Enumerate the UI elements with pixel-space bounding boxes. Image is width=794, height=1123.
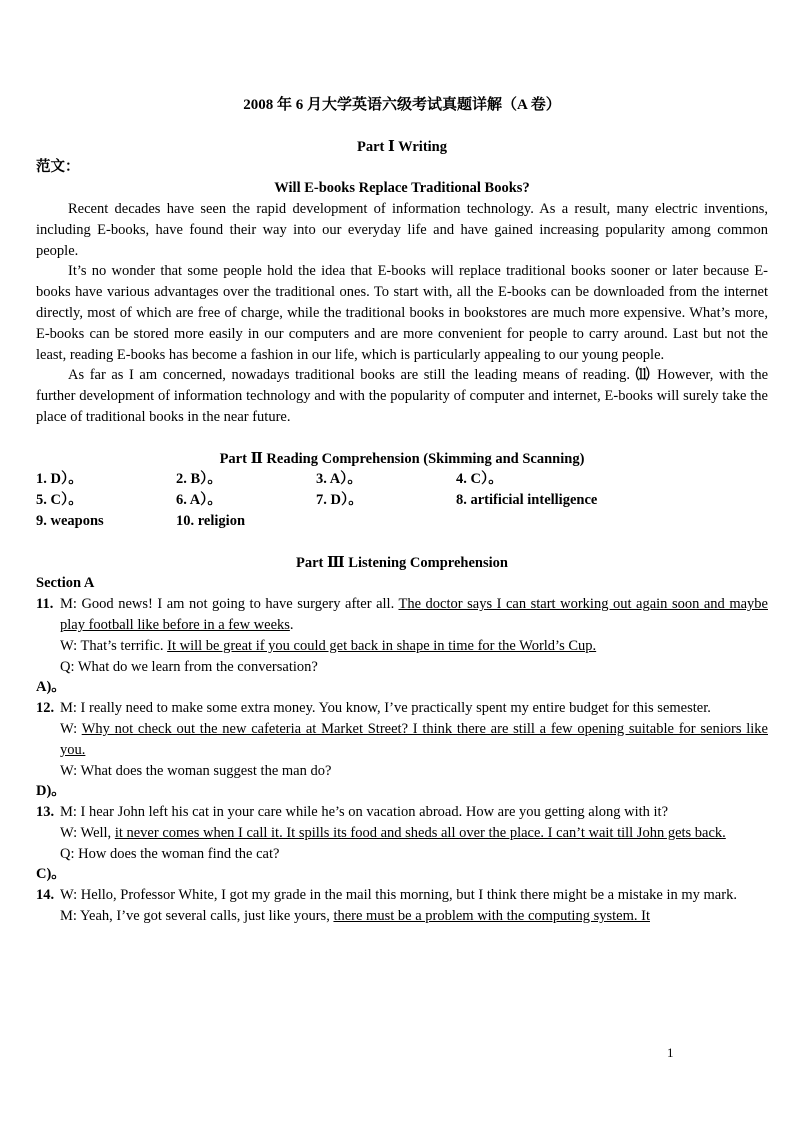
dialogue-text: M: Yeah, I’ve got several calls, just like yours, bbox=[60, 908, 334, 925]
dialogue-text: . bbox=[289, 616, 294, 633]
answer-item: 9. weapons bbox=[36, 512, 104, 529]
dialogue-text: W: bbox=[60, 720, 82, 737]
dialogue-text: W: That’s terrific. bbox=[60, 637, 168, 654]
question-13-woman bbox=[36, 823, 768, 844]
answer-item: 1. D）。 bbox=[36, 471, 83, 488]
essay-title: Will E-books Replace Traditional Books? bbox=[274, 180, 530, 197]
question-12-answer: D)。 bbox=[36, 783, 66, 800]
question-12-woman bbox=[36, 719, 768, 761]
page-number: 1 bbox=[667, 1045, 674, 1060]
question-number: 13. bbox=[36, 804, 55, 821]
sentence-mark: ⑾ bbox=[635, 367, 652, 384]
question-11-prompt: Q: What do we learn from the conversation? bbox=[60, 658, 318, 675]
essay-paragraph-1: Recent decades have seen the rapid development of information technology. As a result, many electric inventions, including E-books, have found their way into our everyday life and have gained increasing popularity among common people. bbox=[36, 200, 768, 259]
underlined-key-text: it never comes when I call it. It spills its food and sheds all over the place. I can’t wait till John gets back. bbox=[114, 824, 726, 841]
question-11-answer: A)。 bbox=[36, 679, 66, 696]
underlined-key-text: The doctor says I can start working out again soon and maybe play football like before in a few weeks bbox=[60, 596, 768, 633]
essay-paragraph-3-b: However, with the further development of information technology and with the popularity of computer and internet, E-books will surely take the place of traditional books in the near future. bbox=[36, 367, 769, 425]
answer-item: 2. B）。 bbox=[176, 471, 222, 488]
question-11-man bbox=[60, 594, 768, 636]
essay-paragraph-3 bbox=[36, 365, 768, 427]
section-a-label: Section A bbox=[36, 575, 95, 592]
question-14 bbox=[36, 885, 768, 906]
question-12-prompt: W: What does the woman suggest the man do? bbox=[60, 762, 332, 779]
part1-heading: Part Ⅰ Writing bbox=[356, 138, 448, 155]
part2-heading: Part Ⅱ Reading Comprehension (Skimming and Scanning) bbox=[219, 450, 585, 467]
question-14-man bbox=[36, 906, 768, 927]
answer-item: 3. A）。 bbox=[316, 471, 362, 488]
part3-heading: Part Ⅲ Listening Comprehension bbox=[296, 554, 508, 571]
question-13 bbox=[36, 802, 768, 823]
document-title: 2008 年 6 月大学英语六级考试真题详解（A 卷） bbox=[243, 97, 561, 113]
question-13-prompt: Q: How does the woman find the cat? bbox=[60, 845, 280, 862]
answer-item: 10. religion bbox=[176, 512, 246, 529]
question-number: 14. bbox=[36, 887, 55, 904]
essay-paragraph-2: It’s no wonder that some people hold the idea that E-books will replace traditional books sooner or later because E-books have various advantages over the traditional ones. To start with, all the E-books can be downloaded from the internet directly, most of which are free of charge, while the traditional books in bookstores are much more expensive. What’s more, E-books can be stored more easily in our computers and are more convenient for people to carry around. Last but not the least, reading E-books has become a fashion in our life, which is particularly appealing to our young people. bbox=[36, 263, 768, 363]
underlined-key-text: It will be great if you could get back in shape in time for the World’s Cup. bbox=[167, 637, 597, 654]
question-number: 11. bbox=[36, 596, 54, 613]
answer-item: 8. artificial intelligence bbox=[456, 492, 598, 509]
answer-item: 7. D）。 bbox=[316, 492, 363, 509]
question-14-woman: W: Hello, Professor White, I got my grade in the mail this morning, but I think there might be a mistake in my mark. bbox=[60, 887, 737, 904]
document-page bbox=[36, 95, 768, 927]
underlined-key-text: Why not check out the new cafeteria at Market Street? I think there are still a few opening suitable for seniors like you. bbox=[60, 720, 768, 758]
answer-item: 4. C）。 bbox=[456, 471, 503, 488]
question-12-man: M: I really need to make some extra money. You know, I’ve practically spent my entire budget for this semester. bbox=[60, 700, 711, 717]
answer-grid bbox=[36, 469, 768, 531]
essay-paragraph-3-a: As far as I am concerned, nowadays traditional books are still the leading means of reading. bbox=[68, 367, 636, 384]
dialogue-text: M: Good news! I am not going to have surgery after all. bbox=[60, 596, 399, 613]
question-number: 12. bbox=[36, 700, 55, 717]
question-13-man: M: I hear John left his cat in your care while he’s on vacation abroad. How are you getting along with it? bbox=[60, 804, 669, 821]
answer-item: 5. C）。 bbox=[36, 492, 83, 509]
question-11 bbox=[36, 594, 768, 636]
question-13-answer: C)。 bbox=[36, 866, 66, 883]
answer-item: 6. A）。 bbox=[176, 492, 222, 509]
dialogue-text: W: Well, bbox=[60, 824, 115, 841]
question-11-woman bbox=[36, 636, 768, 657]
question-12 bbox=[36, 698, 768, 719]
underlined-key-text: there must be a problem with the computing system. It bbox=[333, 908, 650, 925]
sample-label: 范文： bbox=[36, 159, 80, 176]
